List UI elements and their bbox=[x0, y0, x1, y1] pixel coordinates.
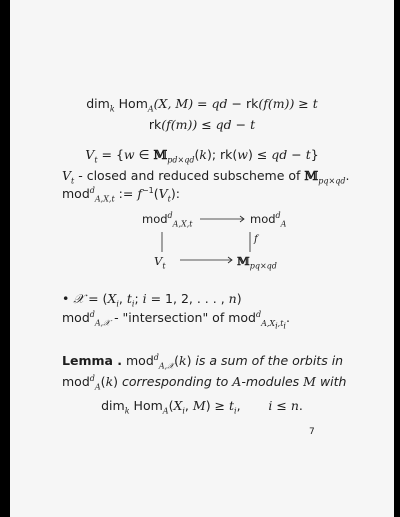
lemma-condition: dim$_k$ $Hom_A(X_i$, $M) \ge t_i$, i ≤ n. bbox=[101, 398, 303, 416]
rank-inequality: rk(f(m)) ≤ qd − t bbox=[148, 117, 256, 132]
diagram-top-left: mod$^d_{A,X,t}$ bbox=[142, 211, 193, 229]
lemma-line-2: mod$^d_A$(k) corresponding to A-modules M with bbox=[62, 373, 347, 392]
diagram-top-right: mod$^d_A$ bbox=[250, 211, 287, 229]
v-t-definition: $V_t = \{w$ ∈ 𝕄$_{pd\times qd}$(k); rk(w) ≤ qd − t} bbox=[85, 147, 319, 165]
page-number: 7 bbox=[309, 427, 315, 437]
commutative-diagram bbox=[140, 212, 290, 272]
slide-page bbox=[10, 0, 394, 517]
diagram-arrows bbox=[140, 212, 290, 272]
bullet-tuple: • 𝒳 = ($X_i$, $t_i$; i = 1, 2, . . . , n) bbox=[62, 291, 242, 309]
diagram-bottom-right: 𝕄$_{pq\times qd}$ bbox=[237, 254, 277, 271]
diagram-arrow-label-f: f bbox=[254, 234, 258, 245]
dim-hom-inequality: dim$_k$ Hom$_A$(X, M) = qd − rk(f(m)) ≥ t bbox=[86, 96, 318, 114]
lemma-line-1: Lemma . mod$^d_{A,𝒳}$(k) is a sum of the orbits in bbox=[62, 352, 344, 371]
lemma-heading: Lemma . bbox=[62, 353, 123, 368]
v-t-closed-subscheme: $V_t$ - closed and reduced subscheme of 𝕄$_{pq\times qd}$. bbox=[62, 168, 350, 186]
diagram-bottom-left: $V_t$ bbox=[154, 254, 166, 271]
mod-intersection: mod$^d_{A,𝒳}$ - "intersection" of mod$^d_{A,X_i,t_i}$. bbox=[62, 309, 290, 331]
mod-preimage: mod$^d_{A,X,t}$ := $f^{-1}(V_t)$: bbox=[62, 185, 180, 204]
